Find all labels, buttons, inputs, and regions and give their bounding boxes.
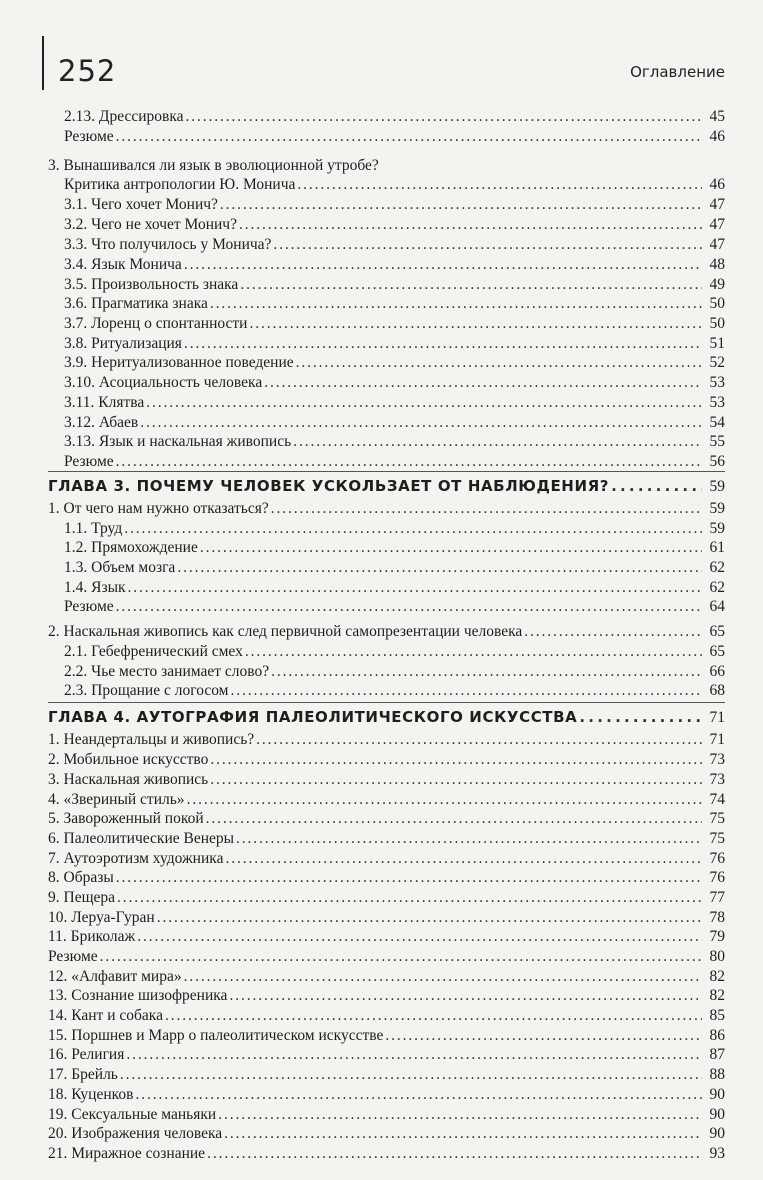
toc-page-number: 82 xyxy=(709,968,725,985)
toc-entry xyxy=(48,927,725,947)
toc-page-number: 75 xyxy=(709,810,725,827)
toc-entry-title: 11. Бриколаж xyxy=(48,928,136,945)
toc-entry xyxy=(48,1144,725,1164)
toc-entry xyxy=(64,353,725,373)
dot-leader xyxy=(206,809,702,829)
dot-leader xyxy=(140,413,702,433)
toc-entry-title: 8. Образы xyxy=(48,869,114,886)
toc-entry xyxy=(64,314,725,334)
dot-leader xyxy=(256,730,702,750)
toc-entry xyxy=(64,597,725,617)
toc-entry-title: 3.4. Язык Монича xyxy=(64,256,182,273)
toc-entry-title: 1.3. Объем мозга xyxy=(64,559,176,576)
toc-entry xyxy=(48,888,725,908)
toc-entry-title: 1. От чего нам нужно отказаться? xyxy=(48,500,269,517)
toc-entry xyxy=(48,1065,725,1085)
toc-entry xyxy=(48,156,725,176)
dot-leader xyxy=(229,986,702,1006)
toc-page-number: 62 xyxy=(709,579,725,596)
dot-leader xyxy=(100,947,702,967)
dot-leader xyxy=(224,1124,702,1144)
toc-entry-title: 1.4. Язык xyxy=(64,579,126,596)
toc-entry-title: 3.9. Неритуализованное поведение xyxy=(64,354,294,371)
toc-entry xyxy=(48,790,725,810)
toc-page-number: 80 xyxy=(709,948,725,965)
dot-leader xyxy=(186,107,702,127)
toc-entry-title: 3. Наскальная живопись xyxy=(48,771,209,788)
toc-entry xyxy=(64,393,725,413)
dot-leader xyxy=(220,195,702,215)
toc-entry xyxy=(64,538,725,558)
toc-entry-title: 3.7. Лоренц о спонтанности xyxy=(64,315,248,332)
toc-page-number: 46 xyxy=(709,176,725,193)
toc-entry xyxy=(48,1085,725,1105)
toc-entry xyxy=(48,986,725,1006)
toc-entry-title: 3.13. Язык и наскальная живопись xyxy=(64,433,292,450)
toc-entry-title: 2.3. Прощание с логосом xyxy=(64,682,229,699)
toc-entry-title: 15. Поршнев и Марр о палеолитическом искусстве xyxy=(48,1027,384,1044)
toc-entry xyxy=(48,499,725,519)
dot-leader xyxy=(230,681,702,701)
toc-page-number: 90 xyxy=(709,1106,725,1123)
dot-leader xyxy=(177,558,702,578)
dot-leader xyxy=(293,432,702,452)
dot-leader xyxy=(240,275,702,295)
toc-page-number: 55 xyxy=(709,433,725,450)
dot-leader xyxy=(611,476,702,496)
toc-page-number: 45 xyxy=(709,108,725,125)
toc-entry-title: ГЛАВА 4. АУТОГРАФИЯ ПАЛЕОЛИТИЧЕСКОГО ИСКУССТВА xyxy=(48,708,578,726)
toc-entry xyxy=(48,829,725,849)
toc-entry-title: 3.12. Абаев xyxy=(64,414,139,431)
dot-leader xyxy=(385,1026,702,1046)
dot-leader xyxy=(137,927,702,947)
toc-entry-title: 1. Неандертальцы и живопись? xyxy=(48,731,255,748)
chapter-separator xyxy=(48,702,725,703)
toc-entry-title: Резюме xyxy=(64,598,114,615)
dot-leader xyxy=(210,770,702,790)
toc-entry xyxy=(48,730,725,750)
toc-entry-title: 20. Изображения человека xyxy=(48,1125,223,1142)
toc-page-number: 51 xyxy=(709,335,725,352)
toc-page-number: 76 xyxy=(709,850,725,867)
toc-chapter-heading xyxy=(48,707,725,727)
toc-entry-title: 19. Сексуальные маньяки xyxy=(48,1106,217,1123)
toc-page-number: 88 xyxy=(709,1066,725,1083)
toc-entry xyxy=(64,255,725,275)
toc-page-number: 90 xyxy=(709,1125,725,1142)
toc-entry xyxy=(48,622,725,642)
toc-page-number: 86 xyxy=(709,1027,725,1044)
toc-entry xyxy=(64,127,725,147)
toc-page-number: 71 xyxy=(709,709,725,726)
dot-leader xyxy=(157,908,702,928)
toc-page-number: 59 xyxy=(709,478,725,495)
toc-entry xyxy=(48,1006,725,1026)
toc-entry xyxy=(48,770,725,790)
toc-page-number: 77 xyxy=(709,889,725,906)
dot-leader xyxy=(184,967,702,987)
toc-page-number: 66 xyxy=(709,663,725,680)
toc-entry-title: ГЛАВА 3. ПОЧЕМУ ЧЕЛОВЕК УСКОЛЬЗАЕТ ОТ НАБЛЮДЕНИЯ? xyxy=(48,477,610,495)
dot-leader xyxy=(187,790,702,810)
toc-entry-title: 16. Религия xyxy=(48,1046,125,1063)
toc-entry xyxy=(48,1045,725,1065)
dot-leader xyxy=(200,538,702,558)
toc-entry xyxy=(64,558,725,578)
toc-entry-title: 4. «Звериный стиль» xyxy=(48,791,185,808)
toc-entry xyxy=(64,334,725,354)
toc-entry-title: 6. Палеолитические Венеры xyxy=(48,830,235,847)
toc-page-number: 74 xyxy=(709,791,725,808)
toc-entry-title: 2.1. Гебефренический смех xyxy=(64,643,243,660)
dot-leader xyxy=(296,353,702,373)
dot-leader xyxy=(165,1006,702,1026)
dot-leader xyxy=(239,215,702,235)
dot-leader xyxy=(135,1085,702,1105)
toc-entry xyxy=(48,947,725,967)
toc-page-number: 79 xyxy=(709,928,725,945)
toc-entry-title: 3. Вынашивался ли язык в эволюционной утробе? xyxy=(48,157,379,174)
toc-page-number: 85 xyxy=(709,1007,725,1024)
toc-entry xyxy=(64,215,725,235)
toc-page-number: 61 xyxy=(709,539,725,556)
page-number: 252 xyxy=(58,54,117,88)
toc-page-number: 50 xyxy=(709,315,725,332)
toc-entry-title: 3.11. Клятва xyxy=(64,394,145,411)
toc-entry-title: 18. Куценков xyxy=(48,1086,134,1103)
toc-entry xyxy=(48,1026,725,1046)
toc-page-number: 50 xyxy=(709,295,725,312)
toc-page-number: 59 xyxy=(709,500,725,517)
dot-leader xyxy=(236,829,702,849)
toc-page-number: 62 xyxy=(709,559,725,576)
dot-leader xyxy=(184,334,702,354)
dot-leader xyxy=(210,294,702,314)
toc-page-number: 90 xyxy=(709,1086,725,1103)
toc-entry-title: 1.1. Труд xyxy=(64,520,123,537)
toc-entry xyxy=(64,294,725,314)
toc-entry-title: 3.10. Асоциальность человека xyxy=(64,374,263,391)
toc-page-number: 46 xyxy=(709,128,725,145)
toc-page-number: 87 xyxy=(709,1046,725,1063)
toc-entry xyxy=(48,967,725,987)
dot-leader xyxy=(210,750,702,770)
toc-entry-title: Резюме xyxy=(64,453,114,470)
toc-entry xyxy=(64,578,725,598)
toc-entry-title: 3.5. Произвольность знака xyxy=(64,276,239,293)
toc-page-number: 53 xyxy=(709,394,725,411)
dot-leader xyxy=(124,519,702,539)
header-vertical-rule xyxy=(42,36,44,90)
dot-leader xyxy=(120,1065,702,1085)
toc-entry xyxy=(64,452,725,472)
toc-page-number: 71 xyxy=(709,731,725,748)
dot-leader xyxy=(271,499,702,519)
toc-entry xyxy=(64,107,725,127)
toc-page-number: 78 xyxy=(709,909,725,926)
dot-leader xyxy=(128,578,702,598)
toc-entry xyxy=(64,642,725,662)
toc-entry xyxy=(64,519,725,539)
toc-entry-title: 21. Миражное сознание xyxy=(48,1145,206,1162)
toc-entry xyxy=(48,868,725,888)
dot-leader xyxy=(146,393,702,413)
toc-page-number: 54 xyxy=(709,414,725,431)
toc-chapter-heading xyxy=(48,476,725,496)
toc-entry-title: 1.2. Прямохождение xyxy=(64,539,198,556)
toc-entry-title: 3.3. Что получилось у Монича? xyxy=(64,236,272,253)
dot-leader xyxy=(245,642,702,662)
toc-page-number: 76 xyxy=(709,869,725,886)
toc-entry xyxy=(48,908,725,928)
toc-page-number: 75 xyxy=(709,830,725,847)
toc-page-number: 56 xyxy=(709,453,725,470)
toc-entry xyxy=(64,373,725,393)
toc-page-number: 52 xyxy=(709,354,725,371)
toc-entry-title: 5. Завороженный покой xyxy=(48,810,204,827)
toc-entry-title: 3.8. Ритуализация xyxy=(64,335,182,352)
toc-entry-title: Резюме xyxy=(48,948,98,965)
toc-entry-title: 3.1. Чего хочет Монич? xyxy=(64,196,218,213)
toc-entry xyxy=(64,195,725,215)
toc-page-number: 68 xyxy=(709,682,725,699)
toc-page-number: 48 xyxy=(709,256,725,273)
toc-entry-title: 10. Леруа-Гуран xyxy=(48,909,155,926)
toc-page-number: 65 xyxy=(709,643,725,660)
dot-leader xyxy=(116,452,702,472)
dot-leader xyxy=(225,849,702,869)
toc-entry xyxy=(48,809,725,829)
dot-leader xyxy=(249,314,702,334)
toc-entry-title: 3.6. Прагматика знака xyxy=(64,295,208,312)
toc-entry-title: 3.2. Чего не хочет Монич? xyxy=(64,216,237,233)
toc-entry xyxy=(64,413,725,433)
toc-page-number: 73 xyxy=(709,771,725,788)
toc-page-number: 47 xyxy=(709,196,725,213)
toc-entry-title: 2.13. Дрессировка xyxy=(64,108,184,125)
dot-leader xyxy=(116,127,702,147)
toc-entry xyxy=(48,1124,725,1144)
toc-entry-title: 2.2. Чье место занимает слово? xyxy=(64,663,270,680)
toc-page-number: 93 xyxy=(709,1145,725,1162)
dot-leader xyxy=(297,175,702,195)
dot-leader xyxy=(117,888,702,908)
chapter-separator xyxy=(48,471,725,472)
toc-page-number: 64 xyxy=(709,598,725,615)
dot-leader xyxy=(264,373,702,393)
dot-leader xyxy=(184,255,702,275)
dot-leader xyxy=(218,1105,702,1125)
toc-entry xyxy=(64,432,725,452)
toc-entry xyxy=(64,662,725,682)
toc-entry xyxy=(48,750,725,770)
toc-entry-title: Критика антропологии Ю. Монича xyxy=(64,176,296,193)
toc-page-number: 47 xyxy=(709,216,725,233)
toc-page-number: 59 xyxy=(709,520,725,537)
toc-entry-title: 13. Сознание шизофреника xyxy=(48,987,228,1004)
toc-entry xyxy=(64,235,725,255)
dot-leader xyxy=(524,622,702,642)
toc-entry-title: Резюме xyxy=(64,128,114,145)
toc-page-number: 47 xyxy=(709,236,725,253)
toc-entry xyxy=(64,681,725,701)
dot-leader xyxy=(116,597,702,617)
dot-leader xyxy=(126,1045,702,1065)
toc-page-number: 73 xyxy=(709,751,725,768)
toc-entry xyxy=(48,1105,725,1125)
toc-entry-title: 14. Кант и собака xyxy=(48,1007,163,1024)
toc-page-number: 65 xyxy=(709,623,725,640)
running-title: Оглавление xyxy=(630,63,725,81)
toc-entry-title: 17. Брейль xyxy=(48,1066,118,1083)
dot-leader xyxy=(116,868,702,888)
toc-entry-title: 12. «Алфавит мира» xyxy=(48,968,182,985)
dot-leader xyxy=(273,235,702,255)
toc-page-number: 82 xyxy=(709,987,725,1004)
toc-entry xyxy=(64,275,725,295)
toc-entry-title: 7. Аутоэротизм художника xyxy=(48,850,224,867)
dot-leader xyxy=(207,1144,702,1164)
toc-entry xyxy=(64,175,725,195)
toc-entry-title: 2. Наскальная живопись как след первичной самопрезентации человека xyxy=(48,623,523,640)
toc-entry-title: 2. Мобильное искусство xyxy=(48,751,209,768)
toc-entry xyxy=(48,849,725,869)
dot-leader xyxy=(271,662,702,682)
dot-leader xyxy=(579,707,702,727)
toc-entry-title: 9. Пещера xyxy=(48,889,116,906)
toc-page-number: 53 xyxy=(709,374,725,391)
toc-page-number: 49 xyxy=(709,276,725,293)
